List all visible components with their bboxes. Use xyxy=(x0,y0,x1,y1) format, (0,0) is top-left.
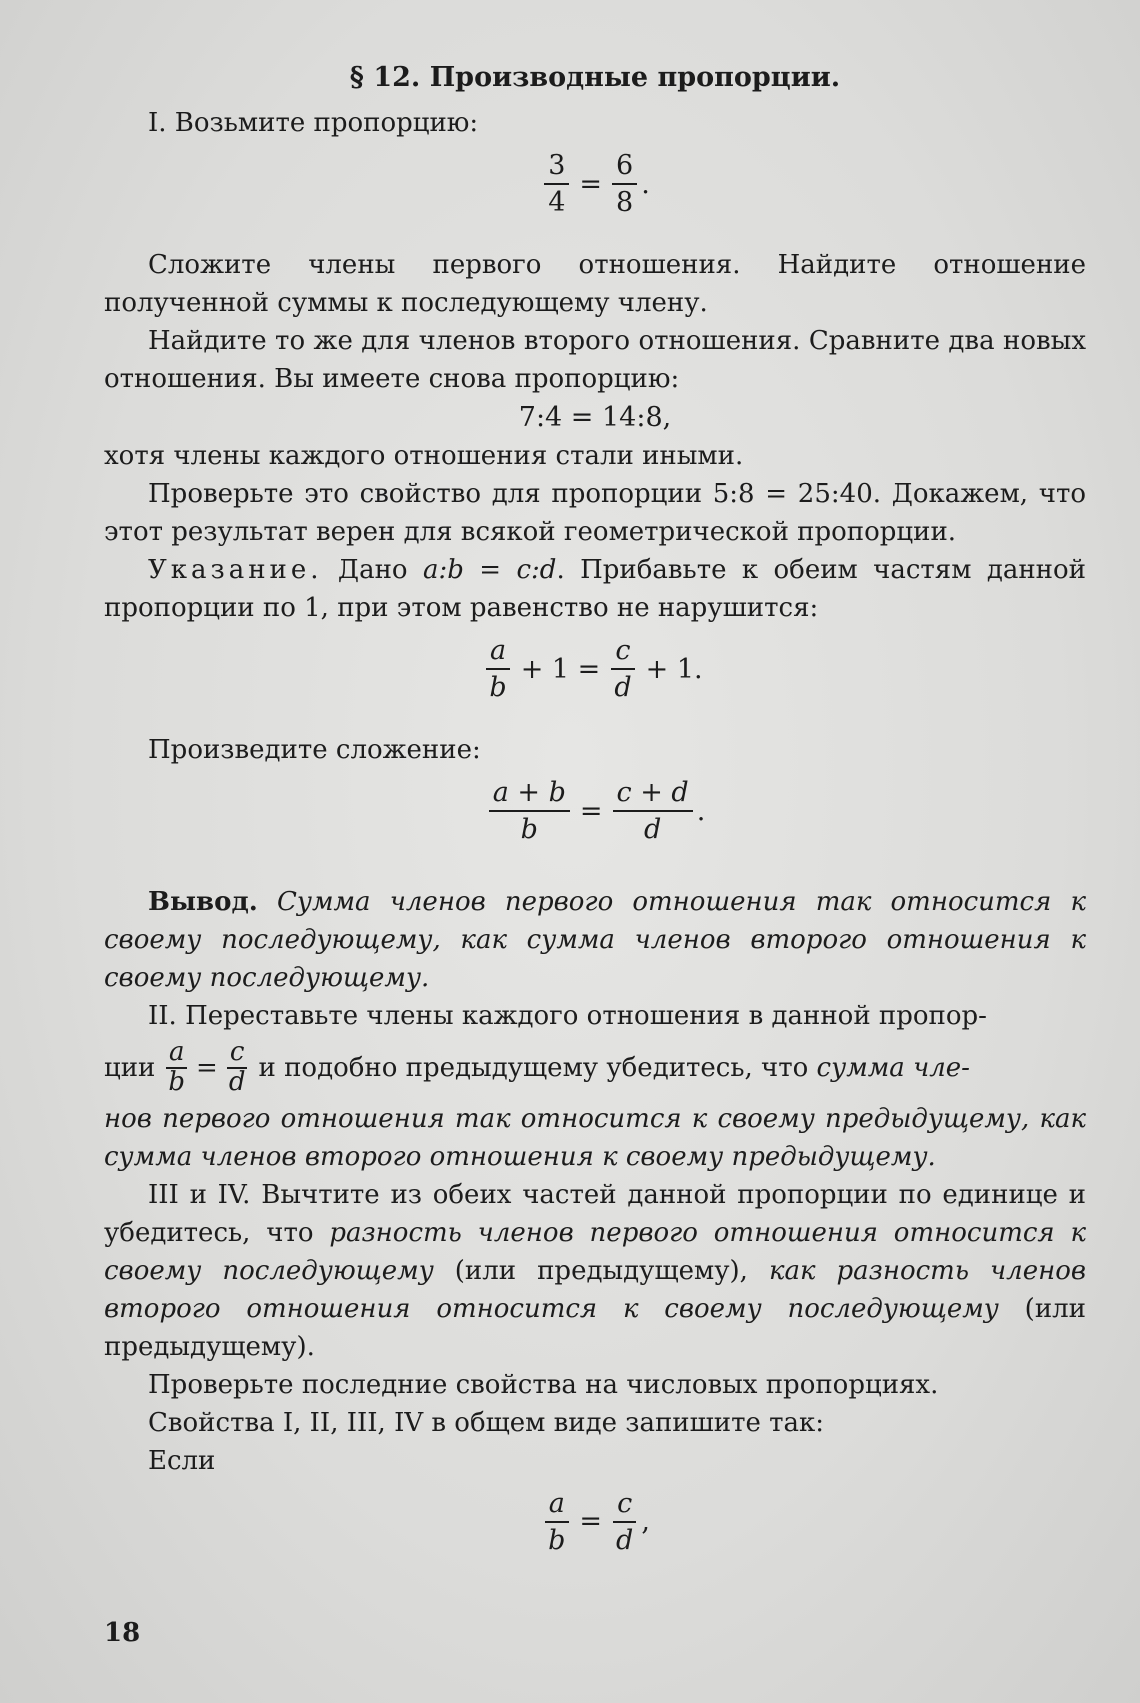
inline-formula: a:b = c:d xyxy=(422,555,557,586)
fraction: $\frac{a + b}{b}$ xyxy=(489,777,570,845)
fraction: $\frac{a}{b}$ xyxy=(544,1488,569,1556)
paragraph-hint: Указание. Дано a:b = c:d. Прибавьте к обеим частям данной пропорции по 1, при этом равенство не нарушится: xyxy=(104,555,1086,624)
paragraph: Если xyxy=(148,1445,216,1476)
formula-7-4: 7:4 = 14:8, xyxy=(518,402,672,434)
conclusion-label: Вывод. xyxy=(148,887,258,918)
fraction: $\frac{c}{d}$ xyxy=(612,1488,637,1556)
formula-if: $\frac{a}{b}$ = $\frac{c}{d}$ , xyxy=(104,1488,1086,1556)
paragraph-ii-line3: нов первого отношения так относится к своему предыдущему, как сумма членов второго отношения к своему предыдущему. xyxy=(104,1103,1086,1172)
conclusion-text: Сумма членов первого отношения так относится к своему последующему, как сумма членов второго отношения к своему последующему. xyxy=(104,887,1086,994)
paragraph: Произведите сложение: xyxy=(148,735,481,766)
paragraph-conclusion xyxy=(104,883,1086,997)
paragraph: Проверьте последние свойства на числовых пропорциях. xyxy=(148,1369,939,1400)
paragraph: Найдите то же для членов второго отношения. Сравните два новых отношения. Вы имеете снова пропорцию: xyxy=(104,326,1086,395)
inline-proportion: $\frac{a}{b}$ = $\frac{c}{d}$ xyxy=(163,1039,250,1096)
fraction: $\frac{c}{d}$ xyxy=(228,1037,246,1097)
paragraph-ii-line2: ции $\frac{a}{b}$ = $\frac{c}{d}$ и подобно предыдущему убедитесь, что сумма чле- xyxy=(104,1037,970,1097)
formula-add-one: $\frac{a}{b}$ + 1 = $\frac{c}{d}$ + 1. xyxy=(104,635,1086,703)
formula-sum: $\frac{a + b}{b}$ = $\frac{c + d}{d}$ . xyxy=(104,777,1086,845)
fraction: $\frac{6}{8}$ xyxy=(612,150,637,218)
paragraph-intro: I. Возьмите пропорцию: xyxy=(148,108,479,138)
fraction: $\frac{3}{4}$ xyxy=(544,150,569,218)
fraction: $\frac{c + d}{d}$ xyxy=(613,777,693,845)
fraction: $\frac{c}{d}$ xyxy=(610,635,635,703)
paragraph-ii-line1: II. Переставьте члены каждого отношения в данной пропор- xyxy=(148,1001,987,1032)
page-body xyxy=(104,56,1086,1566)
paragraph: Сложите члены первого отношения. Найдите отношение полученной суммы к последующему члену. xyxy=(104,250,1086,319)
formula-3-4-6-8: $\frac{3}{4}$ = $\frac{6}{8}$ . xyxy=(104,150,1086,218)
paragraph-iii-iv: III и IV. Вычтите из обеих частей данной пропорции по единице и убедитесь, что разность членов первого отношения относится к своему последующему (или предыдущему), как разность членов второго отношения относится к своему последующему (или предыдущему). xyxy=(104,1179,1087,1362)
page-number: 18 xyxy=(104,1618,141,1648)
section-heading: § 12. Производные пропорции. xyxy=(349,62,841,93)
paragraph: Свойства I, II, III, IV в общем виде запишите так: xyxy=(148,1407,825,1438)
fraction: $\frac{a}{b}$ xyxy=(485,635,510,703)
paragraph: хотя члены каждого отношения стали иными. xyxy=(104,441,744,472)
paragraph: Проверьте это свойство для пропорции 5:8 = 25:40. Докажем, что этот результат верен для всякой геометрической пропорции. xyxy=(104,479,1086,548)
hint-label: Указание. xyxy=(148,555,323,586)
fraction: $\frac{a}{b}$ xyxy=(165,1039,188,1096)
